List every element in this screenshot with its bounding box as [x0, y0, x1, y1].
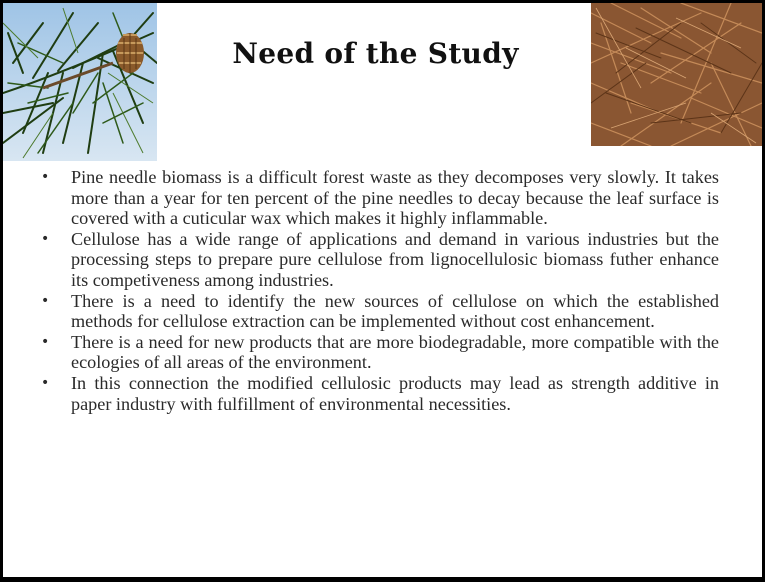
list-item	[41, 167, 719, 229]
bullet-symbol: •	[41, 169, 50, 185]
list-item	[41, 229, 719, 291]
bullet-text: In this connection the modified cellulosic products may lead as strength additive in paper industry with fulfillment of environmental necessities.	[71, 372, 719, 414]
bullet-text: There is a need to identify the new sources of cellulose on which the established methods for cellulose extraction can be implemented without cost enhancement.	[71, 290, 719, 332]
pine-branch-illustration	[3, 3, 157, 161]
bullet-symbol: •	[41, 333, 50, 350]
bullet-symbol: •	[41, 230, 50, 247]
bullet-list	[41, 167, 719, 414]
bullet-text: Cellulose has a wide range of applications and demand in various industries but the processing steps to prepare pure cellulose from lignocellulosic biomass futher enhance its competiveness among industries.	[71, 228, 719, 290]
pine-needles-illustration	[591, 3, 762, 146]
bullet-text: There is a need for new products that are more biodegradable, more compatible with the ecologies of all areas of the environment.	[71, 331, 719, 373]
slide	[3, 3, 762, 577]
bullet-text: Pine needle biomass is a difficult forest waste as they decomposes very slowly. It takes more than a year for ten percent of the pine needles to decay because the leaf surface is covered with a cuticular wax which makes it highly inflammable.	[71, 167, 719, 229]
list-item	[41, 332, 719, 373]
list-item	[41, 373, 719, 414]
bullet-symbol: •	[41, 292, 50, 309]
slide-title: Need of the Study	[232, 37, 519, 70]
list-item	[41, 291, 719, 332]
pine-cone	[116, 33, 144, 73]
bullet-symbol: •	[41, 374, 50, 391]
pine-branch-image	[3, 3, 157, 161]
pine-needles-image	[591, 3, 762, 146]
